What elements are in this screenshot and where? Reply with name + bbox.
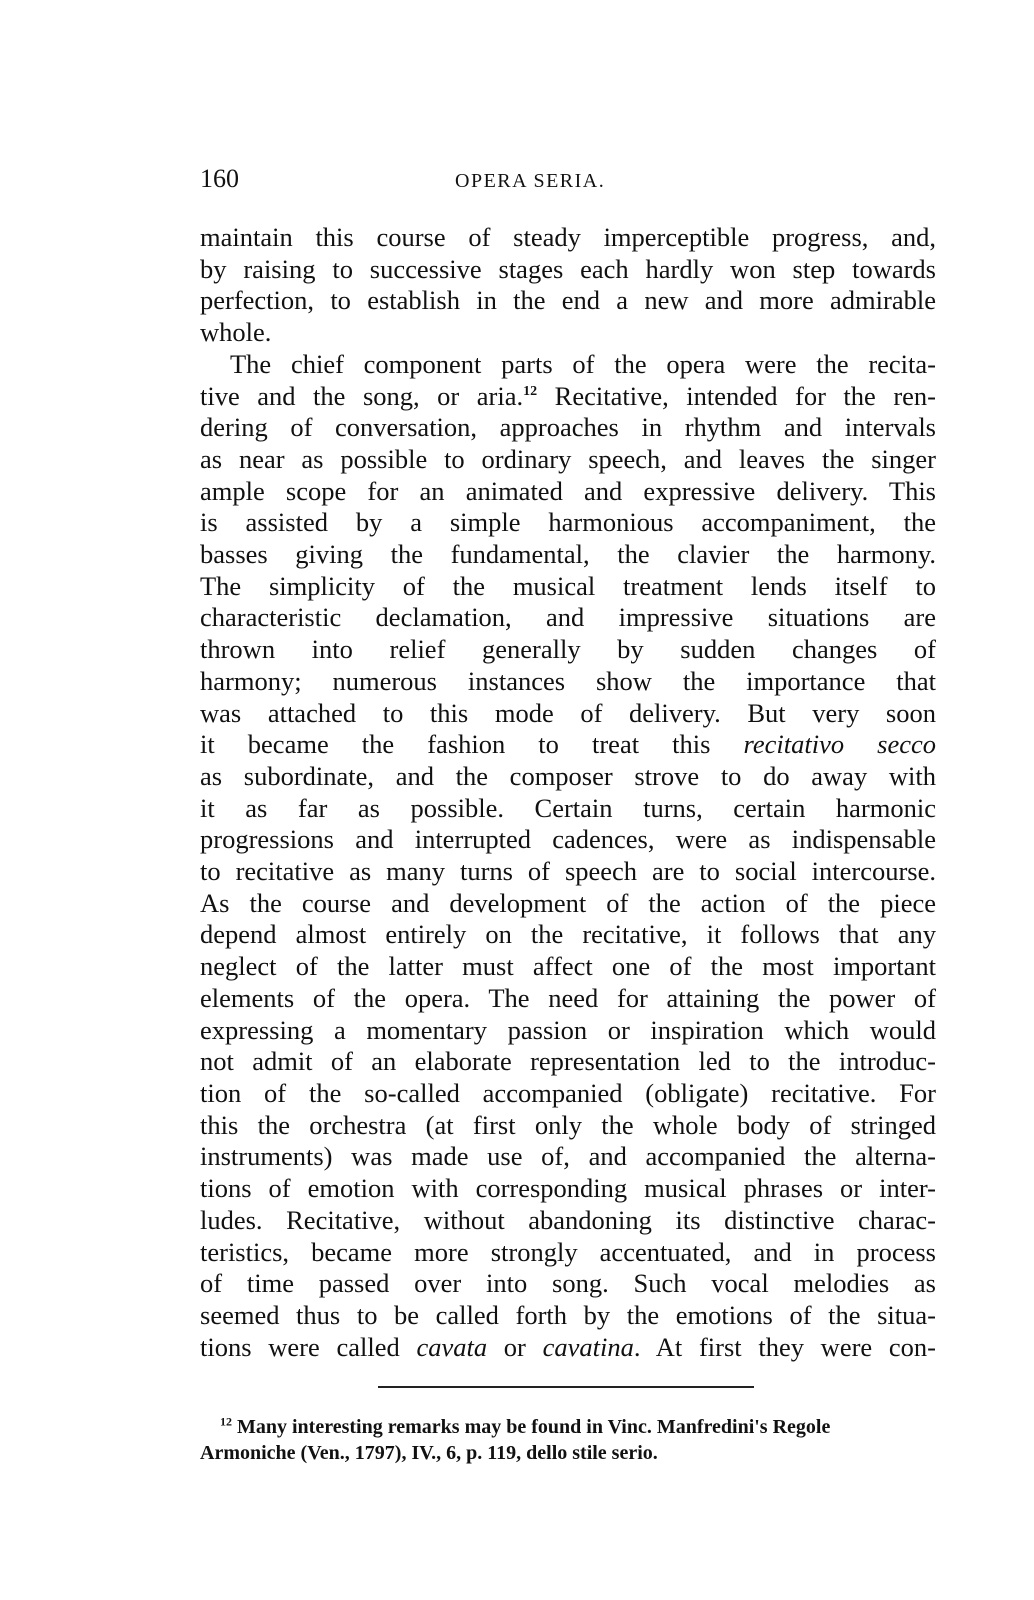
text-line: ludes. Recitative, without abandoning its distinctive charac- [200, 1204, 936, 1235]
text-segment: tions were called [200, 1331, 417, 1362]
footnote-mark: 12 [220, 1414, 232, 1429]
text-line: perfection, to establish in the end a new and more admirable [200, 285, 936, 316]
footnote-divider [378, 1386, 754, 1388]
footnote-ref: 12 [523, 383, 538, 399]
text-line: depend almost entirely on the recitative, it follows that any [200, 919, 936, 950]
text-line: dering of conversation, approaches in rhythm and intervals [200, 412, 936, 443]
text-line: tion of the so-called accompanied (obligate) recitative. For [200, 1077, 936, 1108]
text-line: elements of the opera. The need for attaining the power of [200, 982, 936, 1013]
italic-term: cavata [416, 1331, 488, 1362]
running-head: OPERA SERIA. [455, 170, 606, 192]
text-line [200, 381, 936, 413]
text-line: seemed thus to be called forth by the emotions of the situa- [200, 1299, 936, 1330]
text-line: The simplicity of the musical treatment lends itself to [200, 570, 936, 601]
text-line: As the course and development of the action of the piece [200, 887, 936, 918]
text-line: whole. [200, 317, 272, 348]
text-line: of time passed over into song. Such vocal melodies as [200, 1268, 936, 1299]
page-number: 160 [200, 164, 239, 193]
text-line: ample scope for an animated and expressive delivery. This [200, 475, 936, 506]
text-segment: tive and the song, or aria. [200, 380, 524, 411]
text-line: neglect of the latter must affect one of the most important [200, 951, 936, 982]
text-line: The chief component parts of the opera were the recita- [230, 348, 936, 379]
footnote-line: Armoniche (Ven., 1797), IV., 6, p. 119, dello stile serio. [200, 1442, 658, 1464]
text-segment: or [487, 1331, 543, 1362]
italic-term: recitativo secco [743, 729, 937, 760]
text-line: instruments) was made use of, and accompanied the alterna- [200, 1141, 936, 1172]
text-line: this the orchestra (at first only the whole body of stringed [200, 1109, 936, 1140]
body-text [200, 222, 936, 1363]
text-line [200, 1332, 936, 1364]
text-line [200, 729, 936, 761]
text-segment: Many interesting remarks may be found in Vinc. Manfredini's Regole [232, 1416, 831, 1438]
text-line: as subordinate, and the composer strove to do away with [200, 760, 936, 791]
text-segment: it became the fashion to treat this [200, 729, 744, 760]
footnote [200, 1414, 936, 1466]
text-line: to recitative as many turns of speech are to social intercourse. [200, 856, 936, 887]
text-line: was attached to this mode of delivery. But very soon [200, 697, 936, 728]
text-segment: . At first they were con- [633, 1331, 936, 1362]
text-line: not admit of an elaborate representation led to the introduc- [200, 1046, 936, 1077]
text-line: expressing a momentary passion or inspiration which would [200, 1014, 936, 1045]
text-line: is assisted by a simple harmonious accompaniment, the [200, 507, 936, 538]
text-line: it as far as possible. Certain turns, certain harmonic [200, 792, 936, 823]
footnote-line [200, 1414, 936, 1440]
text-line: progressions and interrupted cadences, were as indispensable [200, 824, 936, 855]
text-line: by raising to successive stages each hardly won step towards [200, 253, 936, 284]
text-line: basses giving the fundamental, the clavier the harmony. [200, 539, 936, 570]
text-line: characteristic declamation, and impressive situations are [200, 602, 936, 633]
text-line: thrown into relief generally by sudden changes of [200, 634, 936, 665]
text-line: harmony; numerous instances show the importance that [200, 665, 936, 696]
text-segment: Recitative, intended for the ren- [537, 380, 936, 411]
text-line: tions of emotion with corresponding musical phrases or inter- [200, 1173, 936, 1204]
italic-term: cavatina [542, 1331, 634, 1362]
text-line: teristics, became more strongly accentuated, and in process [200, 1236, 936, 1267]
text-line: maintain this course of steady imperceptible progress, and, [200, 222, 936, 252]
text-line: as near as possible to ordinary speech, and leaves the singer [200, 443, 936, 474]
